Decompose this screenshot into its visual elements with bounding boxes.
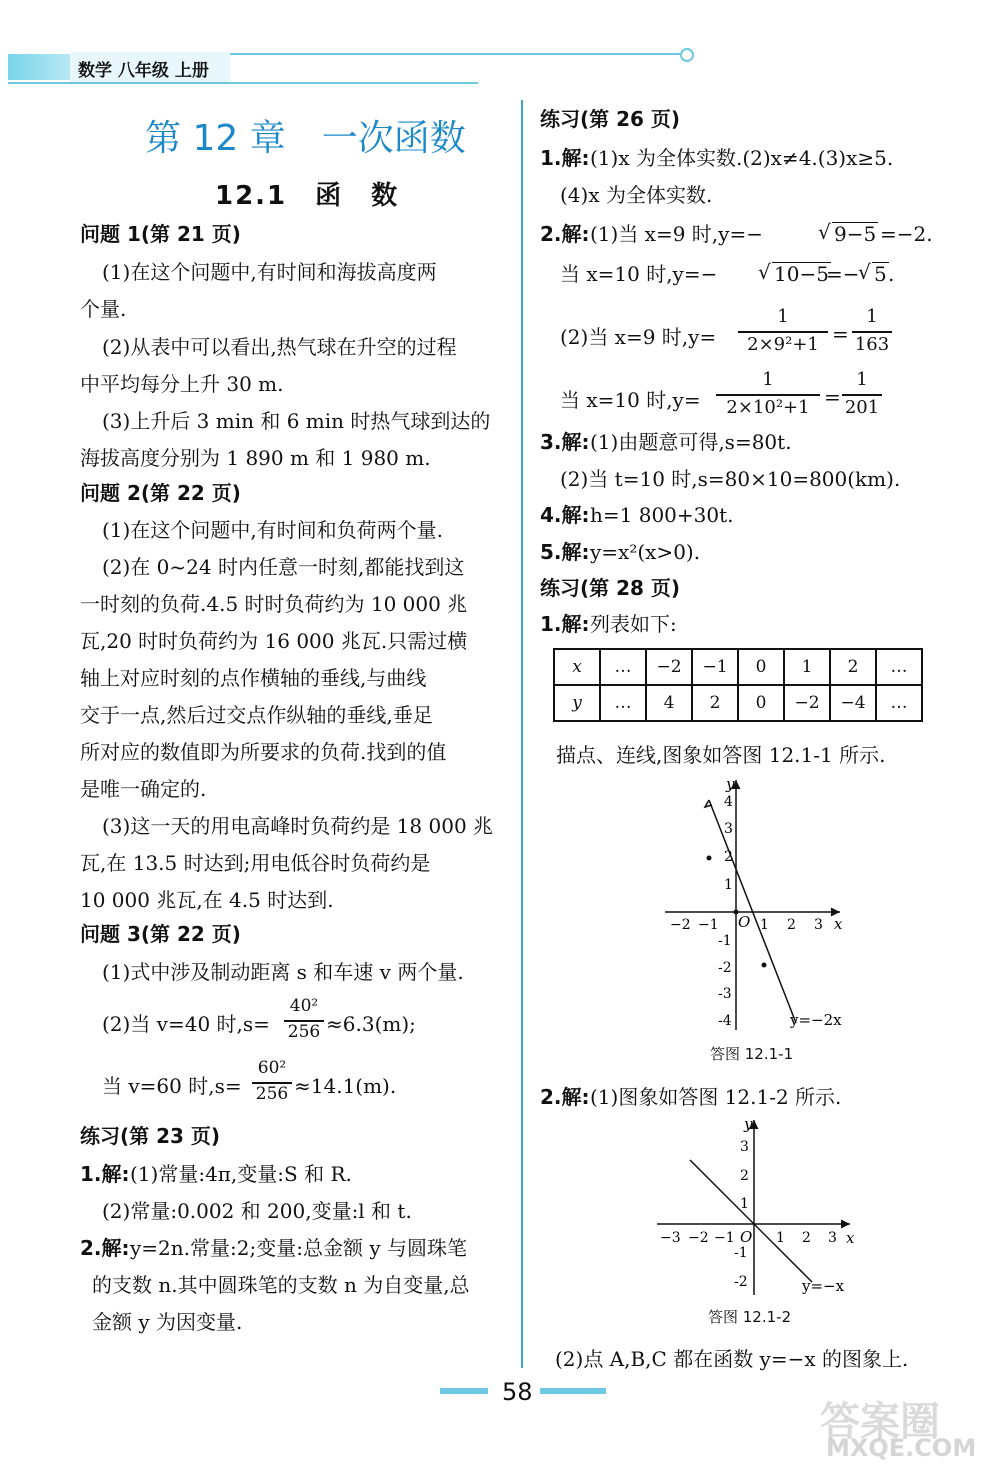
table-cell: −4 — [830, 685, 876, 721]
header-dot-ornament — [680, 48, 694, 62]
q2-line-7: 所对应的数值即为所要求的负荷.找到的值 — [80, 740, 447, 764]
watermark-logo: 答案圈 — [820, 1399, 940, 1445]
page-number: 58 — [502, 1378, 533, 1406]
p26-q2-line-4-prefix: 当 x=10 时,y= — [560, 388, 701, 412]
p23-q2-label: 2.解: — [80, 1236, 130, 1260]
p26-q2-label: 2.解: — [540, 222, 590, 246]
q1-heading: 问题 1(第 21 页) — [80, 222, 241, 246]
p26-q2-radicand-3: 5 — [874, 262, 887, 286]
origin-label: O — [738, 913, 751, 931]
p26-q4-label: 4.解: — [540, 503, 590, 527]
table-row — [554, 649, 922, 685]
p26-heading: 练习(第 26 页) — [540, 107, 681, 131]
q2-line-4: 瓦,20 时时负荷约为 16 000 兆瓦.只需过横 — [80, 629, 468, 653]
x-axis-label: x — [834, 915, 843, 933]
y-tick-label: -4 — [718, 1013, 732, 1029]
x-tick-label: −3 — [660, 1230, 681, 1246]
p28-q1-line-2: 描点、连线,图象如答图 12.1-1 所示. — [556, 743, 886, 767]
q3-fraction-1-denominator: 256 — [287, 1022, 321, 1042]
header-rule-bottom — [8, 82, 478, 84]
q1-line-2: 个量. — [80, 297, 127, 321]
x-tick-label: 2 — [802, 1230, 811, 1246]
line-label: y=−2x — [790, 1011, 842, 1029]
p26-q2-line-2-end: . — [888, 262, 895, 286]
x-tick-label: 1 — [776, 1230, 785, 1246]
table-cell: 4 — [646, 685, 692, 721]
p23-q1-line-2: (2)常量:0.002 和 200,变量:l 和 t. — [102, 1199, 412, 1223]
p26-q2-line-1-suffix: =−2. — [880, 222, 933, 246]
x-tick-label: −2 — [670, 917, 691, 933]
table-cell: … — [876, 649, 922, 685]
y-tick-label: -3 — [718, 986, 732, 1002]
p26-q5-line-1: y=x²(x>0). — [590, 540, 701, 564]
p26-q2-line-2-mid: =− — [826, 262, 860, 286]
p28-q1-label: 1.解: — [540, 612, 590, 636]
table-cell: 2 — [692, 685, 738, 721]
y-tick-label: 1 — [724, 877, 733, 893]
q1-line-1: (1)在这个问题中,有时间和海拔高度两 — [102, 260, 437, 284]
p26-q3-label: 3.解: — [540, 430, 590, 454]
p26-q2-frac-4-num: 1 — [866, 306, 878, 327]
plot-point — [762, 963, 767, 968]
y-tick-label: 3 — [724, 821, 733, 837]
page-number-ornament-right — [540, 1388, 606, 1394]
p28-q1-line-1: 列表如下: — [590, 612, 677, 636]
q3-fraction-1-numerator: 40² — [289, 996, 319, 1016]
p26-q2-line-2-prefix: 当 x=10 时,y=− — [560, 262, 718, 286]
p26-q3-line-1: (1)由题意可得,s=80t. — [590, 430, 792, 454]
q3-line-2-prefix: (2)当 v=40 时,s= — [102, 1012, 270, 1036]
p23-q2-line-3: 金额 y 为因变量. — [92, 1310, 243, 1334]
section-title: 12.1 函 数 — [215, 181, 400, 211]
q1-line-5: (3)上升后 3 min 和 6 min 时热气球到达的 — [102, 409, 491, 433]
p26-q2-line-3-prefix: (2)当 x=9 时,y= — [560, 325, 717, 349]
sqrt-icon: √ — [858, 260, 871, 284]
table-cell: 2 — [830, 649, 876, 685]
table-cell: … — [600, 649, 646, 685]
y-tick-label: -1 — [718, 933, 732, 949]
y-tick-label: 1 — [740, 1196, 749, 1212]
p26-q2-radicand-1: 9−5 — [834, 222, 877, 246]
q1-line-3: (2)从表中可以看出,热气球在升空的过程 — [102, 335, 457, 359]
p26-q2-frac-3-eq: = — [832, 322, 849, 346]
q3-line-3-suffix: ≈14.1(m). — [294, 1074, 397, 1098]
q2-line-6: 交于一点,然后过交点作纵轴的垂线,垂足 — [80, 703, 433, 727]
p23-q2-line-1: y=2n.常量:2;变量:总金额 y 与圆珠笔 — [130, 1236, 467, 1260]
value-table — [553, 648, 923, 722]
figure-12-1-2-caption: 答图 12.1-2 — [708, 1308, 792, 1326]
sqrt-icon: √ — [818, 220, 831, 244]
p26-q2-frac-6-bar — [842, 394, 882, 396]
y-axis-label: y — [726, 775, 735, 793]
table-cell: 0 — [738, 649, 784, 685]
q2-line-1: (1)在这个问题中,有时间和负荷两个量. — [102, 518, 444, 542]
p26-q2-frac-4-den: 163 — [854, 334, 890, 355]
q2-line-3: 一时刻的负荷.4.5 时时负荷约为 10 000 兆 — [80, 592, 468, 616]
table-cell: x — [554, 649, 600, 685]
figure-12-1-1 — [660, 775, 870, 1035]
y-tick-label: 2 — [740, 1168, 749, 1184]
x-axis-label: x — [846, 1229, 855, 1247]
p28-q2-label: 2.解: — [540, 1085, 590, 1109]
p26-q2-frac-6-num: 1 — [856, 369, 868, 390]
table-cell: −2 — [646, 649, 692, 685]
q2-line-8: 是唯一确定的. — [80, 777, 207, 801]
line-y-eq-neg-x — [690, 1160, 812, 1282]
q2-line-9: (3)这一天的用电高峰时负荷约是 18 000 兆 — [102, 814, 494, 838]
x-tick-label: 3 — [828, 1230, 837, 1246]
q1-line-6: 海拔高度分别为 1 890 m 和 1 980 m. — [80, 446, 431, 470]
table-row — [554, 685, 922, 721]
figure-12-1-2 — [652, 1115, 862, 1300]
page-number-ornament-left — [440, 1388, 488, 1394]
p26-q2-frac-5-num: 1 — [762, 369, 774, 390]
p26-q5-label: 5.解: — [540, 540, 590, 564]
x-tick-label: 3 — [814, 917, 823, 933]
p26-q2-frac-6-den: 201 — [844, 397, 880, 418]
plot-point — [707, 856, 712, 861]
y-tick-label: -2 — [734, 1274, 748, 1290]
x-tick-label: −1 — [698, 917, 719, 933]
watermark-url: MXQE.COM — [826, 1434, 977, 1462]
line-label: y=−x — [802, 1277, 845, 1295]
p26-q1-label: 1.解: — [540, 146, 590, 170]
y-tick-label: -1 — [734, 1245, 748, 1261]
q2-heading: 问题 2(第 22 页) — [80, 481, 241, 505]
column-divider — [521, 100, 523, 1368]
y-tick-label: 4 — [724, 794, 733, 810]
y-tick-label: 3 — [740, 1139, 749, 1155]
x-tick-label: 1 — [760, 917, 769, 933]
figure-12-1-1-caption: 答图 12.1-1 — [710, 1045, 794, 1063]
q1-line-4: 中平均每分上升 30 m. — [80, 372, 284, 396]
header-rule-top — [230, 53, 680, 55]
q2-line-10: 瓦,在 13.5 时达到;用电低谷时负荷约是 — [80, 851, 431, 875]
y-axis-label: y — [744, 1115, 753, 1133]
p26-q2-frac-5-den: 2×10²+1 — [726, 397, 810, 418]
p26-q2-frac-5-bar — [716, 394, 820, 396]
p26-q2-frac-3-bar — [738, 331, 828, 333]
p26-q2-frac-3-den: 2×9²+1 — [747, 334, 819, 355]
y-tick-label: 2 — [724, 849, 733, 865]
p26-q2-line-1-prefix: (1)当 x=9 时,y=− — [590, 222, 763, 246]
q3-line-2-suffix: ≈6.3(m); — [326, 1012, 416, 1036]
p28-q2-line-1: (1)图象如答图 12.1-2 所示. — [590, 1085, 842, 1109]
q3-heading: 问题 3(第 22 页) — [80, 922, 241, 946]
p28-q2-line-2: (2)点 A,B,C 都在函数 y=−x 的图象上. — [555, 1347, 909, 1371]
p26-q1-line-1: (1)x 为全体实数.(2)x≠4.(3)x≥5. — [590, 146, 894, 170]
p26-q2-radicand-2: 10−5 — [774, 262, 829, 286]
header-band — [8, 54, 78, 80]
table-cell: … — [876, 685, 922, 721]
table-cell: y — [554, 685, 600, 721]
p28-heading: 练习(第 28 页) — [540, 576, 681, 600]
q2-line-11: 10 000 兆瓦,在 4.5 时达到. — [80, 888, 334, 912]
origin-label: O — [740, 1228, 753, 1246]
table-cell: 1 — [784, 649, 830, 685]
p26-q1-line-2: (4)x 为全体实数. — [560, 183, 713, 207]
table-cell: −1 — [692, 649, 738, 685]
spacer — [820, 216, 834, 218]
p23-heading: 练习(第 23 页) — [80, 1124, 221, 1148]
q2-line-2: (2)在 0~24 时内任意一时刻,都能找到这 — [102, 555, 465, 579]
q2-line-5: 轴上对应时刻的点作横轴的垂线,与曲线 — [80, 666, 427, 690]
x-tick-label: −2 — [688, 1230, 709, 1246]
table-cell: 0 — [738, 685, 784, 721]
q3-line-3-prefix: 当 v=60 时,s= — [102, 1074, 242, 1098]
sqrt-icon: √ — [758, 260, 771, 284]
x-tick-label: −1 — [714, 1230, 735, 1246]
q3-line-1: (1)式中涉及制动距离 s 和车速 v 两个量. — [102, 960, 464, 984]
p26-q2-frac-3-num: 1 — [777, 306, 789, 327]
y-tick-label: -2 — [718, 960, 732, 976]
table-cell: −2 — [784, 685, 830, 721]
book-title: 数学 八年级 上册 — [78, 61, 209, 81]
p26-q3-line-2: (2)当 t=10 时,s=80×10=800(km). — [560, 467, 901, 491]
p23-q1-line-1: (1)常量:4π,变量:S 和 R. — [130, 1162, 352, 1186]
x-tick-label: 2 — [787, 917, 796, 933]
q3-fraction-2-numerator: 60² — [257, 1058, 287, 1078]
q3-fraction-2-denominator: 256 — [255, 1084, 289, 1104]
p23-q1-label: 1.解: — [80, 1162, 130, 1186]
p26-q4-line-1: h=1 800+30t. — [590, 503, 734, 527]
chapter-title: 第 12 章 一次函数 — [145, 118, 466, 159]
table-cell: … — [600, 685, 646, 721]
p26-q2-frac-5-eq: = — [824, 385, 841, 409]
p26-q2-frac-4-bar — [852, 331, 892, 333]
p23-q2-line-2: 的支数 n.其中圆珠笔的支数 n 为自变量,总 — [92, 1273, 470, 1297]
